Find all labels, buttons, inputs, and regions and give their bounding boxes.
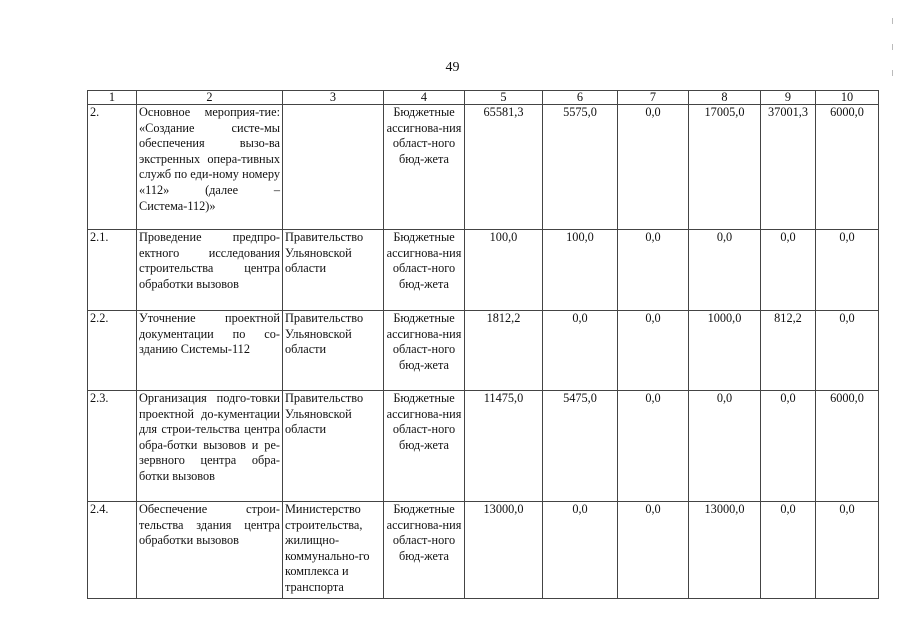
year-amount: 0,0	[543, 502, 618, 599]
year-amount: 100,0	[543, 230, 618, 311]
year-amount: 0,0	[816, 311, 879, 391]
funding-source: Бюджетные ассигнова-ния област-ного бюд-жета	[384, 230, 465, 311]
activity-name: Уточнение проектной документации по со-зданию Системы-112	[137, 311, 283, 391]
activity-name: Обеспечение строи-тельства здания центра обработки вызовов	[137, 502, 283, 599]
year-amount: 0,0	[816, 502, 879, 599]
total-amount: 100,0	[465, 230, 543, 311]
scan-artifact	[892, 70, 893, 76]
column-header: 6	[543, 91, 618, 105]
funding-source: Бюджетные ассигнова-ния област-ного бюд-жета	[384, 391, 465, 502]
activity-name: Проведение предпро-ектного исследования строительства центра обработки вызовов	[137, 230, 283, 311]
year-amount: 0,0	[543, 311, 618, 391]
year-amount: 0,0	[618, 105, 689, 230]
year-amount: 17005,0	[689, 105, 761, 230]
year-amount: 0,0	[618, 502, 689, 599]
funding-source: Бюджетные ассигнова-ния област-ного бюд-жета	[384, 105, 465, 230]
row-number: 2.3.	[88, 391, 137, 502]
row-number: 2.1.	[88, 230, 137, 311]
table-row	[88, 391, 879, 502]
column-header: 7	[618, 91, 689, 105]
year-amount: 0,0	[761, 391, 816, 502]
year-amount: 0,0	[618, 391, 689, 502]
total-amount: 1812,2	[465, 311, 543, 391]
year-amount: 0,0	[816, 230, 879, 311]
total-amount: 65581,3	[465, 105, 543, 230]
executor: Правительство Ульяновской области	[283, 230, 384, 311]
table-row	[88, 311, 879, 391]
year-amount: 0,0	[689, 391, 761, 502]
column-header: 3	[283, 91, 384, 105]
year-amount: 13000,0	[689, 502, 761, 599]
total-amount: 11475,0	[465, 391, 543, 502]
executor	[283, 105, 384, 230]
scan-artifact	[892, 44, 893, 50]
year-amount: 0,0	[761, 230, 816, 311]
column-header: 2	[137, 91, 283, 105]
row-number: 2.4.	[88, 502, 137, 599]
year-amount: 0,0	[761, 502, 816, 599]
activity-name: Организация подго-товки проектной до-кументации для строи-тельства центра обра-ботки вызовов и ре-зервного центра обра-ботки вызовов	[137, 391, 283, 502]
year-amount: 0,0	[618, 230, 689, 311]
header-row	[88, 91, 879, 105]
funding-source: Бюджетные ассигнова-ния област-ного бюд-жета	[384, 502, 465, 599]
column-header: 10	[816, 91, 879, 105]
scan-artifact	[892, 18, 893, 24]
total-amount: 13000,0	[465, 502, 543, 599]
column-header: 8	[689, 91, 761, 105]
column-header: 4	[384, 91, 465, 105]
budget-table	[87, 90, 879, 599]
year-amount: 0,0	[689, 230, 761, 311]
year-amount: 37001,3	[761, 105, 816, 230]
year-amount: 5475,0	[543, 391, 618, 502]
executor: Министерство строительства, жилищно-коммунально-го комплекса и транспорта	[283, 502, 384, 599]
year-amount: 812,2	[761, 311, 816, 391]
column-header: 1	[88, 91, 137, 105]
executor: Правительство Ульяновской области	[283, 391, 384, 502]
table-row	[88, 502, 879, 599]
executor: Правительство Ульяновской области	[283, 311, 384, 391]
row-number: 2.2.	[88, 311, 137, 391]
year-amount: 5575,0	[543, 105, 618, 230]
year-amount: 1000,0	[689, 311, 761, 391]
table-row	[88, 230, 879, 311]
funding-source: Бюджетные ассигнова-ния област-ного бюд-жета	[384, 311, 465, 391]
column-header: 9	[761, 91, 816, 105]
column-header: 5	[465, 91, 543, 105]
page-number: 49	[445, 60, 460, 75]
table-row	[88, 105, 879, 230]
year-amount: 0,0	[618, 311, 689, 391]
row-number: 2.	[88, 105, 137, 230]
year-amount: 6000,0	[816, 391, 879, 502]
year-amount: 6000,0	[816, 105, 879, 230]
activity-name: Основное мероприя-тие: «Создание систе-мы обеспечения вызо-ва экстренных опера-тивных служб по еди-ному номеру «112» (далее – Система-112)»	[137, 105, 283, 230]
